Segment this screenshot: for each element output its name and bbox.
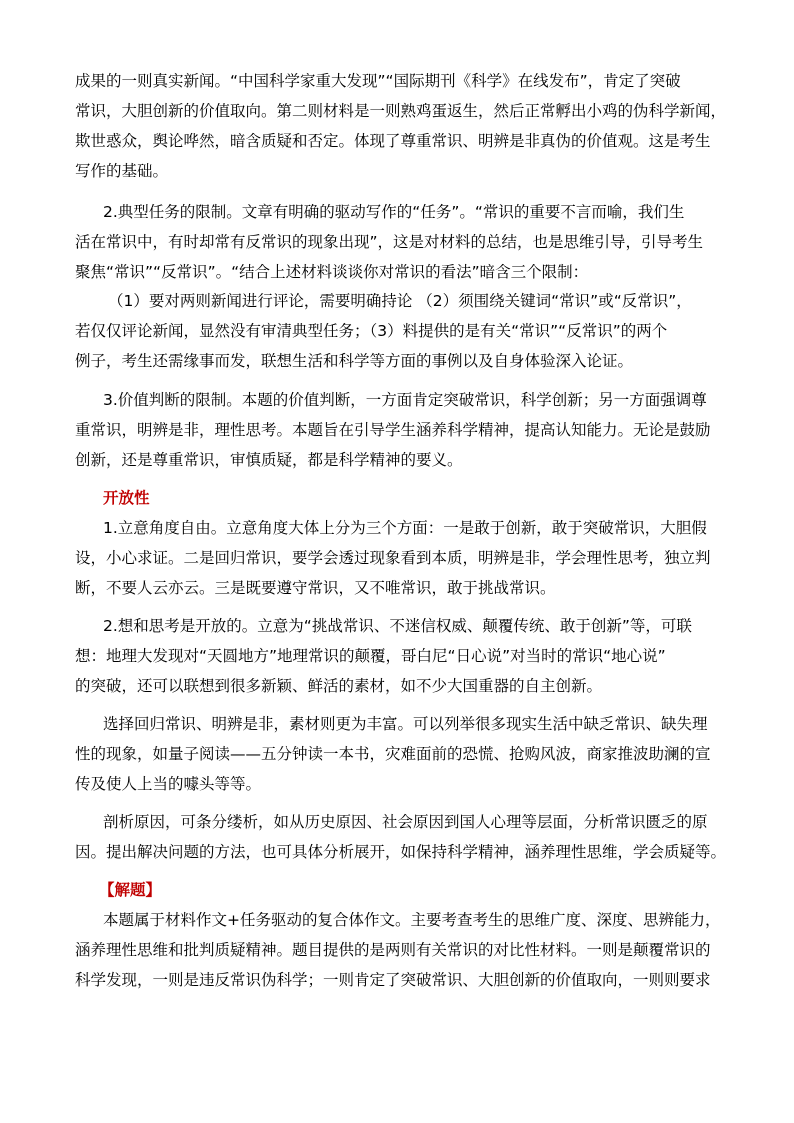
- text-line: 2.典型任务的限制。文章有明确的驱动写作的“任务”。“常识的重要不言而喻，我们生: [103, 203, 685, 221]
- text-line: 想：地理大发现对“天圆地方”地理常识的颠覆，哥白尼“日心说”对当时的常识“地心说”: [75, 647, 666, 665]
- text-line: 传及使人上当的噱头等等。: [75, 775, 262, 793]
- text-line: 性的现象，如量子阅读——五分钟读一本书，灾难面前的恐慌、抢购风波，商家推波助澜的宣: [75, 745, 711, 763]
- text-line: 若仅仅评论新闻，显然没有审清典型任务；（3）料提供的是有关“常识”“反常识”的两个: [75, 322, 668, 340]
- text-line: 的突破，还可以联想到很多新颖、鲜活的素材，如不少大国重器的自主创新。: [75, 677, 603, 695]
- text-line: 重常识，明辨是非，理性思考。本题旨在引导学生涵养科学精神，提高认知能力。无论是鼓励: [75, 421, 711, 439]
- text-line: 欺世惑众，舆论哗然，暗含质疑和否定。体现了尊重常识、明辨是非真伪的价值观。这是考生: [75, 132, 711, 150]
- text-line: 3.价值判断的限制。本题的价值判断，一方面肯定突破常识，科学创新；另一方面强调尊: [103, 391, 707, 409]
- text-line: 常识，大胆创新的价值取向。第二则材料是一则熟鸡蛋返生，然后正常孵出小鸡的伪科学新闻，: [75, 102, 727, 120]
- section-heading-analysis: 【解题】: [99, 881, 162, 899]
- text-line: 1.立意角度自由。立意角度大体上分为三个方面：一是敢于创新，敢于突破常识，大胆假: [103, 519, 707, 537]
- text-line: 聚焦“常识”“反常识”。“结合上述材料谈谈你对常识的看法”暗含三个限制：: [75, 263, 589, 281]
- text-line: （1）要对两则新闻进行评论，需要明确持论 （2）须围绕关键词“常识”或“反常识”，: [108, 292, 692, 310]
- text-line: 涵养理性思维和批判质疑精神。题目提供的是两则有关常识的对比性材料。一则是颠覆常识的: [75, 941, 711, 959]
- text-line: 剖析原因，可条分缕析，如从历史原因、社会原因到国人心理等层面，分析常识匮乏的原: [103, 813, 708, 831]
- text-line: 2.想和思考是开放的。立意为“挑战常识、不迷信权威、颠覆传统、敢于创新”等，可联: [103, 617, 692, 635]
- text-line: 例子，考生还需缘事而发，联想生活和科学等方面的事例以及自身体验深入论证。: [75, 352, 634, 370]
- text-line: 创新，还是尊重常识，审慎质疑，都是科学精神的要义。: [75, 451, 463, 469]
- text-line: 本题属于材料作文+任务驱动的复合体作文。主要考查考生的思维广度、深度、思辨能力，: [103, 911, 721, 929]
- text-line: 科学发现，一则是违反常识伪科学；一则肯定了突破常识、大胆创新的价值取向，一则则要求: [75, 971, 711, 989]
- text-line: 选择回归常识、明辨是非，素材则更为丰富。可以列举很多现实生活中缺乏常识、缺失理: [103, 715, 708, 733]
- text-line: 成果的一则真实新闻。“中国科学家重大发现”“国际期刊《科学》在线发布”，肯定了突破: [75, 72, 681, 90]
- text-line: 设，小心求证。二是回归常识，要学会透过现象看到本质，明辨是非，学会理性思考，独立判: [75, 549, 711, 567]
- text-line: 因。提出解决问题的方法，也可具体分析展开，如保持科学精神，涵养理性思维，学会质疑等。: [75, 843, 727, 861]
- text-line: 断，不要人云亦云。三是既要遵守常识，又不唯常识，敢于挑战常识。: [75, 579, 556, 597]
- text-line: 写作的基础。: [75, 162, 169, 180]
- section-heading-openness: 开放性: [103, 489, 150, 507]
- text-line: 活在常识中，有时却常有反常识的现象出现”，这是对材料的总结，也是思维引导，引导考生: [75, 233, 704, 251]
